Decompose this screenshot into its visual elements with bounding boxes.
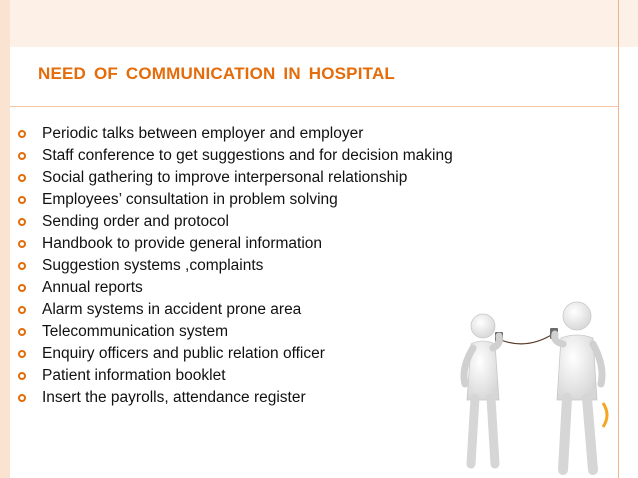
hollow-circle-bullet-icon [18,196,26,204]
list-item [18,211,453,233]
list-item [18,233,453,255]
list-item [18,167,453,189]
bullet-list [18,123,453,409]
hollow-circle-bullet-icon [18,372,26,380]
list-item-text: Sending order and protocol [42,213,229,230]
left-accent-band [0,0,10,478]
list-item-text: Insert the payrolls, attendance register [42,389,306,406]
list-item [18,189,453,211]
hollow-circle-bullet-icon [18,394,26,402]
right-accent-line [618,0,619,478]
hollow-circle-bullet-icon [18,152,26,160]
hollow-circle-bullet-icon [18,130,26,138]
list-item [18,255,453,277]
title-divider [10,106,618,107]
list-item [18,387,453,409]
list-item [18,343,453,365]
hollow-circle-bullet-icon [18,174,26,182]
top-header-band [0,0,638,47]
list-item-text: Patient information booklet [42,367,226,384]
list-item [18,299,453,321]
list-item-text: Alarm systems in accident prone area [42,301,302,318]
hollow-circle-bullet-icon [18,262,26,270]
list-item [18,145,453,167]
list-item-text: Handbook to provide general information [42,235,323,252]
list-item [18,123,453,145]
slide-title: NEED OF COMMUNICATION IN HOSPITAL [38,64,396,83]
list-item [18,321,453,343]
list-item-text: Annual reports [42,279,143,296]
list-item [18,277,453,299]
hollow-circle-bullet-icon [18,306,26,314]
hollow-circle-bullet-icon [18,328,26,336]
list-item [18,365,453,387]
tin-can-telephone-figures-icon [455,288,613,478]
hollow-circle-bullet-icon [18,284,26,292]
hollow-circle-bullet-icon [18,350,26,358]
hollow-circle-bullet-icon [18,218,26,226]
list-item-text: Employees’ consultation in problem solving [42,191,338,208]
list-item-text: Enquiry officers and public relation officer [42,345,325,362]
list-item-text: Telecommunication system [42,323,229,340]
hollow-circle-bullet-icon [18,240,26,248]
list-item-text: Social gathering to improve interpersonal relationship [42,169,408,186]
list-item-text: Suggestion systems ,complaints [42,257,264,274]
list-item-text: Staff conference to get suggestions and for decision making [42,147,453,164]
list-item-text: Periodic talks between employer and employer [42,125,364,142]
